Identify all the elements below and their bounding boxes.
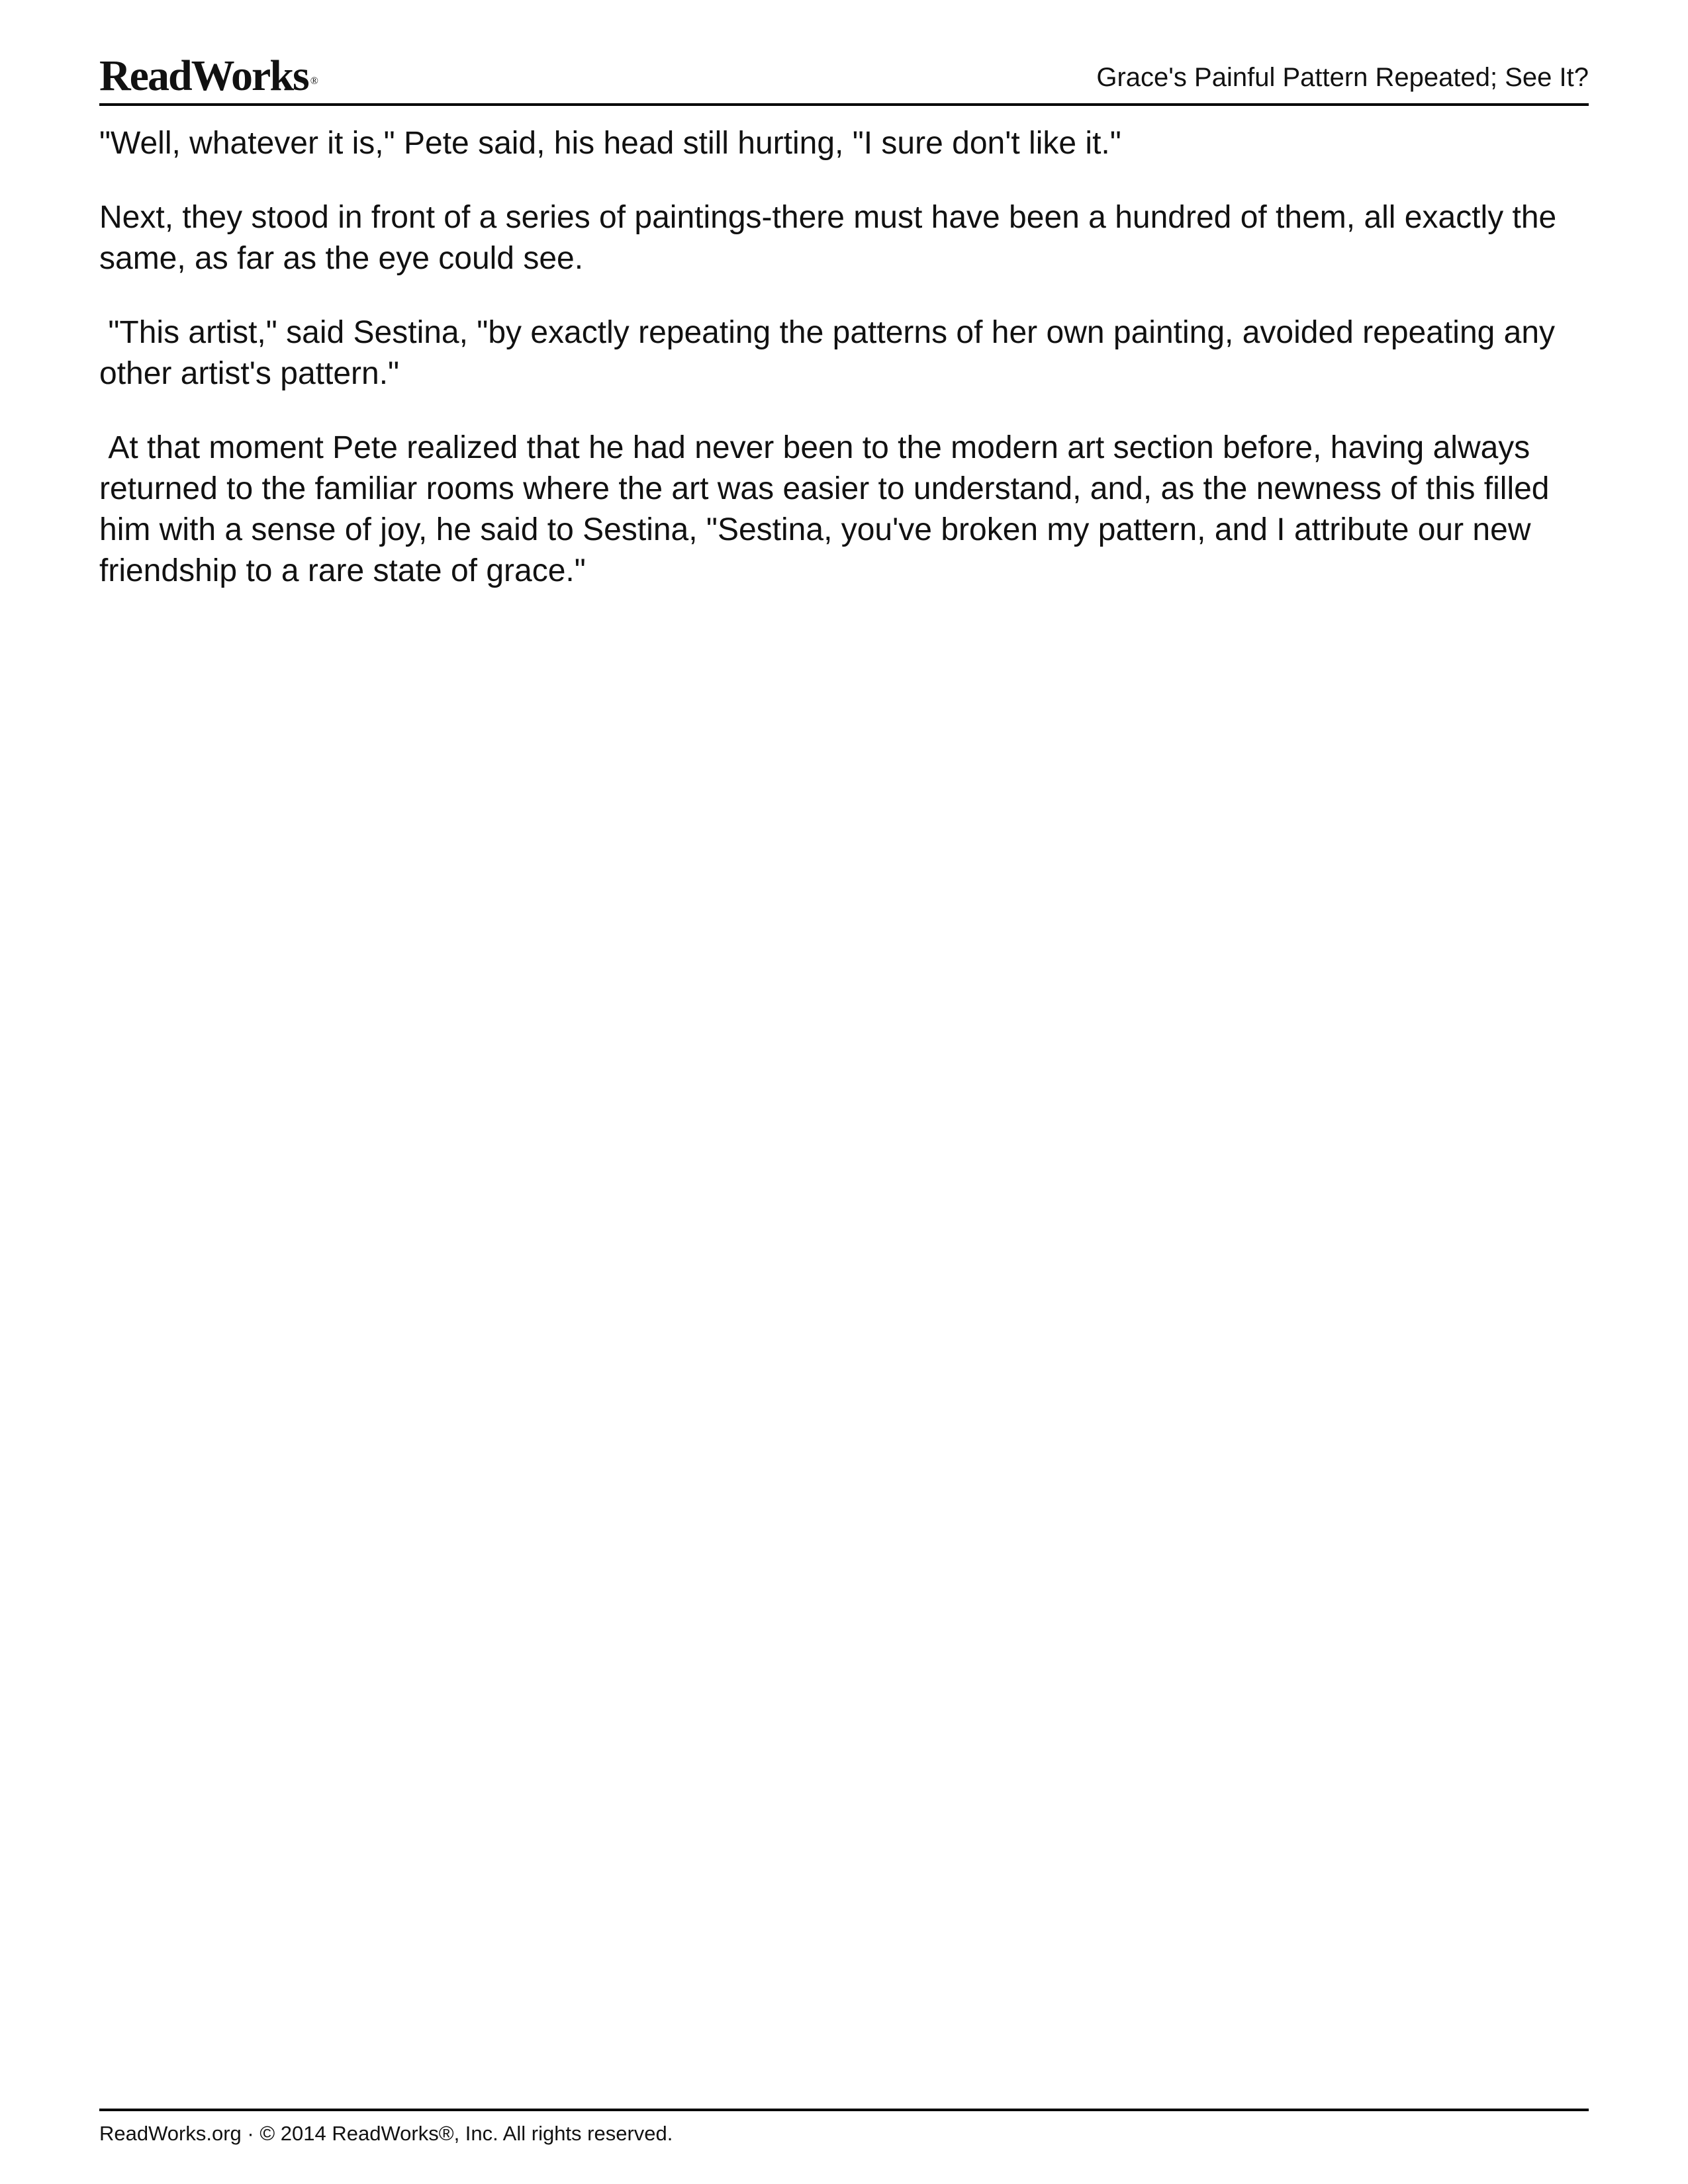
registered-mark: ® <box>310 75 317 87</box>
paragraph: "This artist," said Sestina, "by exactly repeating the patterns of her own painting, avoided repeating any other artist's pattern." <box>99 315 1564 391</box>
page-footer <box>99 2109 1589 2147</box>
article-body <box>99 123 1592 625</box>
copyright-notice: ReadWorks.org · © 2014 ReadWorks®, Inc. All rights reserved. <box>99 2122 673 2145</box>
document-page <box>99 0 1589 2184</box>
document-title: Grace's Painful Pattern Repeated; See It? <box>1096 63 1589 92</box>
page-header <box>99 52 1589 106</box>
paragraph: "Well, whatever it is," Pete said, his head still hurting, "I sure don't like it." <box>99 126 1121 161</box>
readworks-logo <box>99 52 315 101</box>
paragraph: Next, they stood in front of a series of paintings-there must have been a hundred of them, all exactly the same, as far as the eye could see. <box>99 200 1566 276</box>
logo-text: ReadWorks <box>99 52 308 100</box>
paragraph: At that moment Pete realized that he had never been to the modern art section before, having always returned to the familiar rooms where the art was easier to understand, and, as the newness of this filled him with a sense of joy, he said to Sestina, "Sestina, you've broken my pattern, and I attribute our new friendship to a rare state of grace." <box>99 430 1558 588</box>
